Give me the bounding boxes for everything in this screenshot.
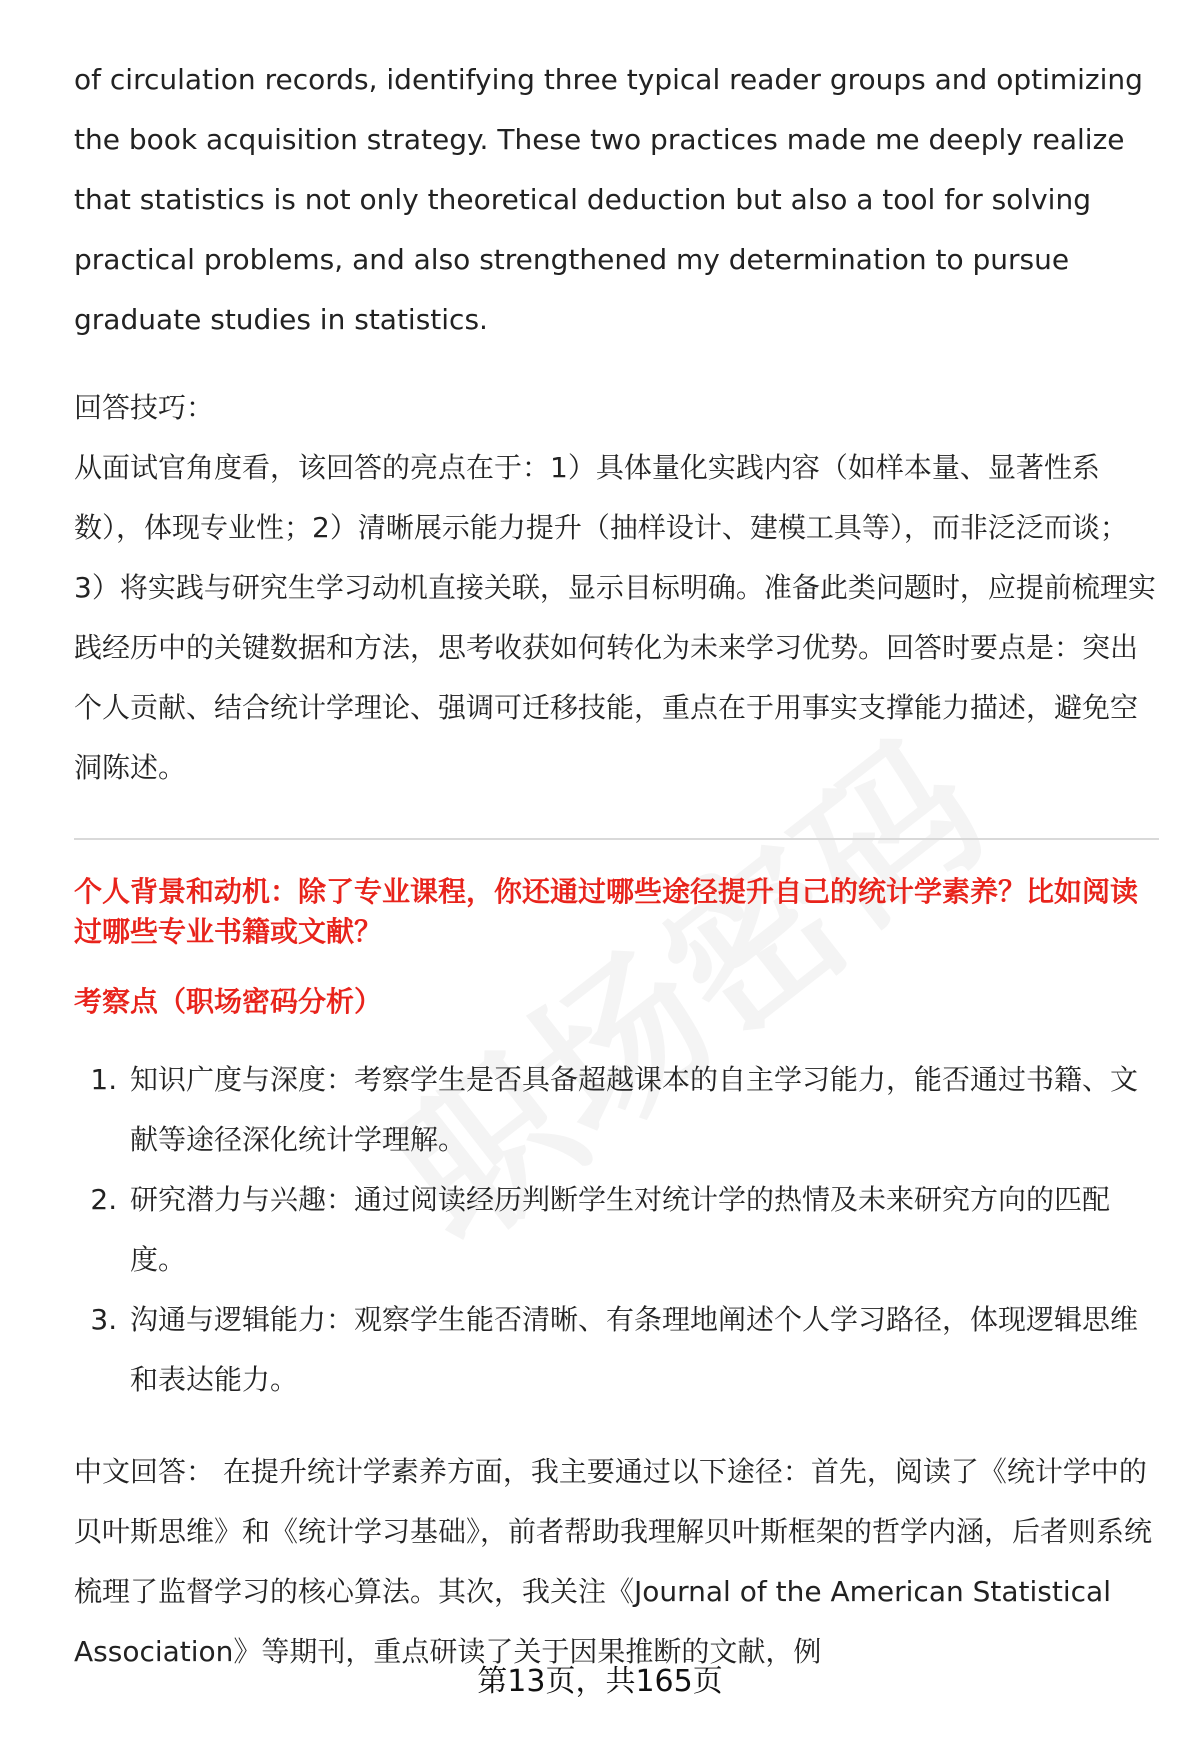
document-page xyxy=(74,50,1159,1682)
page-number: 第13页，共165页 xyxy=(477,1664,723,1699)
focus-list xyxy=(74,1050,1159,1410)
intro-paragraph: of circulation records, identifying three typical reader groups and optimizing the book acquisition strategy. These two practices made me deeply realize that statistics is not only theoretical deduction but also a tool for solving practical problems, and also strengthened my determination to pursue graduate studies in statistics. xyxy=(74,63,1143,336)
tips-body: 从面试官角度看，该回答的亮点在于：1）具体量化实践内容（如样本量、显著性系数），体现专业性；2）清晰展示能力提升（抽样设计、建模工具等），而非泛泛而谈；3）将实践与研究生学习动机直接关联，显示目标明确。准备此类问题时，应提前梳理实践经历中的关键数据和方法，思考收获如何转化为未来学习优势。回答时要点是：突出个人贡献、结合统计学理论、强调可迁移技能，重点在于用事实支撑能力描述，避免空洞陈述。 xyxy=(74,451,1156,784)
focus-title: 考察点（职场密码分析） xyxy=(74,985,383,1018)
section-divider xyxy=(74,838,1159,840)
question-heading: 个人背景和动机：除了专业课程，你还通过哪些途径提升自己的统计学素养？比如阅读过哪些专业书籍或文献？ xyxy=(74,875,1139,948)
tips-title: 回答技巧： xyxy=(74,391,215,424)
focus-item-3: 3. 沟通与逻辑能力：观察学生能否清晰、有条理地阐述个人学习路径，体现逻辑思维和表达能力。 xyxy=(126,1290,1159,1410)
focus-item-2: 2. 研究潜力与兴趣：通过阅读经历判断学生对统计学的热情及未来研究方向的匹配度。 xyxy=(126,1170,1159,1290)
answer-paragraph: 中文回答： 在提升统计学素养方面，我主要通过以下途径：首先，阅读了《统计学中的贝叶斯思维》和《统计学习基础》，前者帮助我理解贝叶斯框架的哲学内涵，后者则系统梳理了监督学习的核心算法。其次，我关注《Journal of the American Statistical Association》等期刊，重点研读了关于因果推断的文献，例 xyxy=(74,1455,1153,1668)
focus-item-1: 1. 知识广度与深度：考察学生是否具备超越课本的自主学习能力，能否通过书籍、文献等途径深化统计学理解。 xyxy=(126,1050,1159,1170)
